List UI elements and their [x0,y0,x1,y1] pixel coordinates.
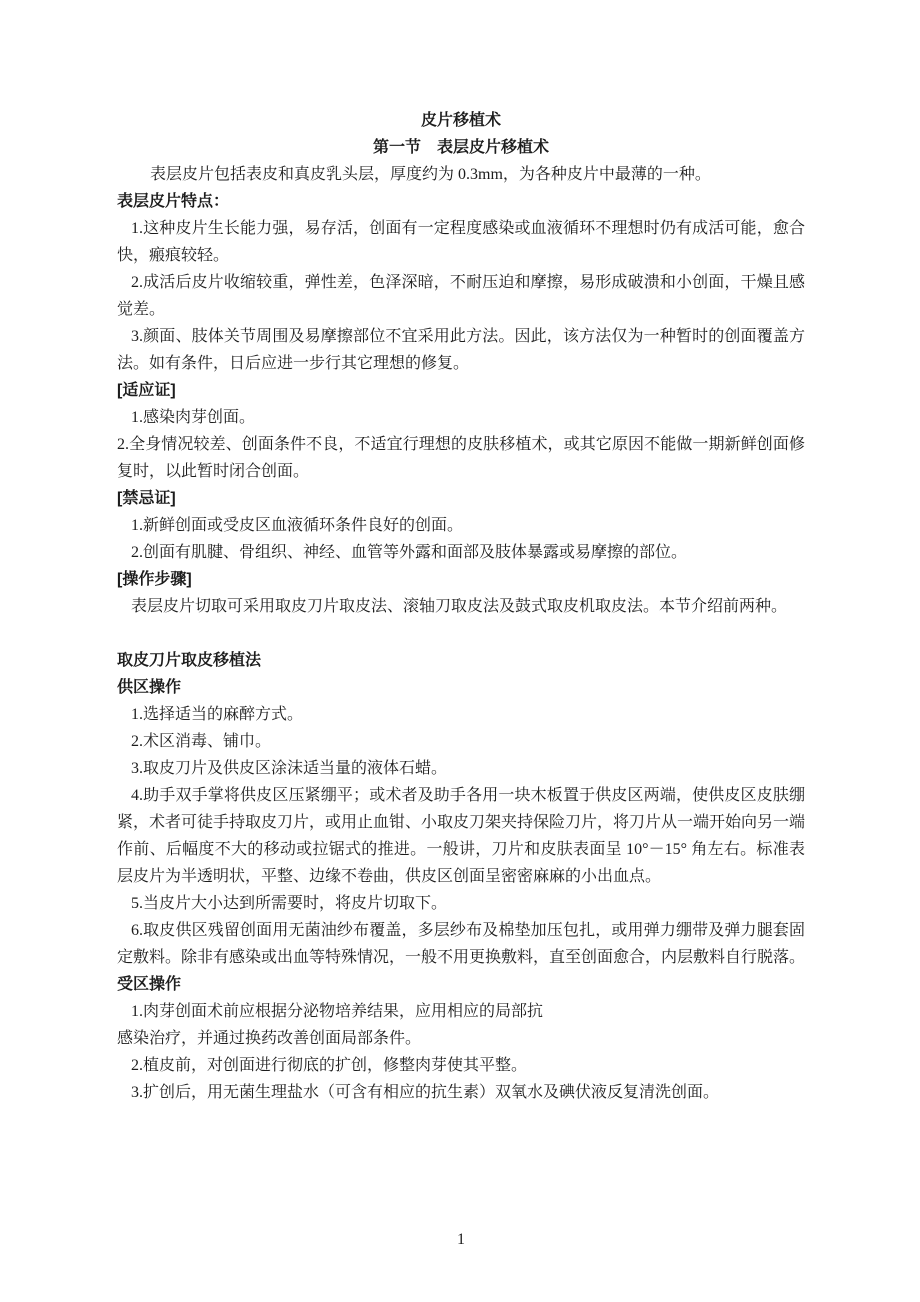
blank-line [117,620,805,647]
doc-title: 皮片移植术 [420,112,501,129]
donor-step-6: 6.取皮供区残留创面用无菌油纱布覆盖，多层纱布及棉垫加压包扎，或用弹力绷带及弹力腿套固定敷料。除非有感染或出血等特殊情况，一般不用更换敷料，直至创面愈合，内层敷料自行脱落。 [117,922,806,966]
feature-item-2: 2.成活后皮片收缩较重，弹性差，色泽深暗，不耐压迫和摩擦，易形成破溃和小创面，干燥且感觉差。 [117,274,805,318]
recipient-area-heading: 受区操作 [117,976,182,993]
contraindications-heading: [禁忌证] [117,490,176,507]
procedure-intro: 表层皮片切取可采用取皮刀片取皮法、滚轴刀取皮法及鼓式取皮机取皮法。本节介绍前两种。 [131,598,788,615]
section-heading: 第一节 表层皮片移植术 [372,139,549,156]
feature-item-3: 3.颜面、肢体关节周围及易摩擦部位不宜采用此方法。因此，该方法仅为一种暂时的创面覆盖方法。如有条件，日后应进一步行其它理想的修复。 [117,328,805,372]
donor-area-heading: 供区操作 [117,679,182,696]
features-heading: 表层皮片特点： [117,193,230,210]
donor-step-2: 2.术区消毒、铺巾。 [131,733,272,750]
document-content [117,107,805,1106]
recipient-step-2: 2.植皮前，对创面进行彻底的扩创，修整肉芽使其平整。 [131,1057,528,1074]
page-number: 1 [457,1231,465,1248]
donor-step-5: 5.当皮片大小达到所需要时，将皮片切取下。 [131,895,448,912]
donor-step-4: 4.助手双手掌将供皮区压紧绷平；或术者及助手各用一块木板置于供皮区两端，使供皮区皮肤绷紧，术者可徒手持取皮刀片，或用止血钳、小取皮刀架夹持保险刀片，将刀片从一端开始向另一端作前、后幅度不大的移动或拉锯式的推进。一般讲，刀片和皮肤表面呈 10°－15° 角左右。标准表层皮片为半透明状，平整、边缘不卷曲，供皮区创面呈密密麻麻的小出血点。 [117,787,806,885]
donor-step-3: 3.取皮刀片及供皮区涂沫适当量的液体石蜡。 [131,760,448,777]
recipient-step-1-continuation: 感染治疗，并通过换药改善创面局部条件。 [117,1030,422,1047]
feature-item-1: 1.这种皮片生长能力强，易存活，创面有一定程度感染或血液循环不理想时仍有成活可能，愈合快，瘢痕较轻。 [117,220,805,264]
procedure-heading: [操作步骤] [117,571,192,588]
indications-heading: [适应证] [117,382,176,399]
recipient-step-1: 1.肉芽创面术前应根据分泌物培养结果，应用相应的局部抗 [131,1003,544,1020]
donor-step-1: 1.选择适当的麻醉方式。 [131,706,304,723]
contraindication-item-1: 1.新鲜创面或受皮区血液循环条件良好的创面。 [131,517,464,534]
indication-item-1: 1.感染肉芽创面。 [131,409,256,426]
recipient-step-3: 3.扩创后，用无菌生理盐水（可含有相应的抗生素）双氧水及碘伏液反复清洗创面。 [131,1084,720,1101]
contraindication-item-2: 2.创面有肌腱、骨组织、神经、血管等外露和面部及肢体暴露或易摩擦的部位。 [131,544,688,561]
intro-paragraph: 表层皮片包括表皮和真皮乳头层，厚度约为 0.3mm，为各种皮片中最薄的一种。 [150,166,711,183]
method-heading: 取皮刀片取皮移植法 [117,652,262,669]
indication-item-2: 2.全身情况较差、创面条件不良，不适宜行理想的皮肤移植术，或其它原因不能做一期新鲜创面修复时，以此暂时闭合创面。 [117,436,805,480]
